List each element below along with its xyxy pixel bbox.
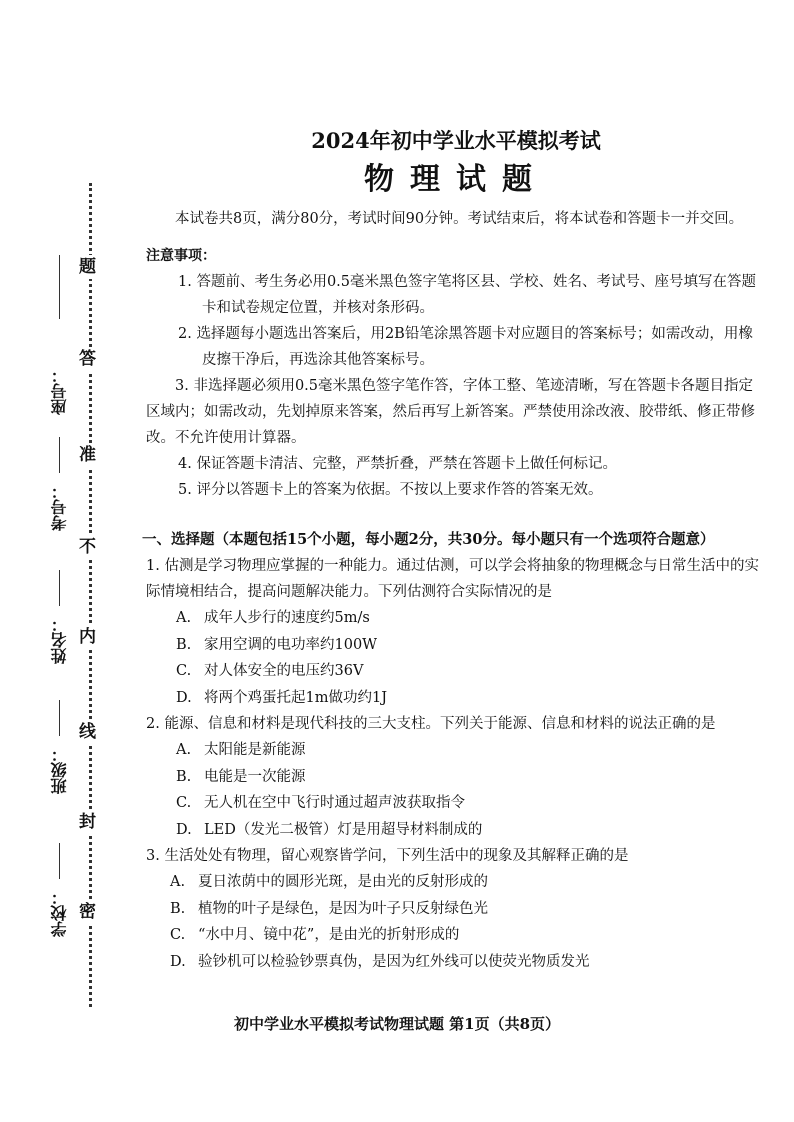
option-text: 成年人步行的速度约5m/s — [204, 610, 370, 626]
option-text: 无人机在空中飞行时通过超声波获取指令 — [204, 795, 465, 811]
option-letter: A. — [170, 874, 186, 890]
option-text: 将两个鸡蛋托起1m做功约1J — [204, 689, 388, 706]
option — [146, 949, 766, 976]
option — [146, 896, 766, 923]
notice-item: 4. 保证答题卡清洁、完整，严禁折叠，严禁在答题卡上做任何标记。 — [178, 456, 617, 472]
field-label: 考号： — [50, 483, 69, 531]
seat-number-field — [50, 255, 78, 415]
option — [146, 790, 766, 817]
option-letter: C. — [170, 927, 186, 943]
exam-intro: 本试卷共8页，满分80分，考试时间90分钟。考试结束后，将本试卷和答题卡一并交回。 — [175, 211, 744, 227]
notice-item: 1. 答题前、考生务必用0.5毫米黑色签字笔将区县、学校、姓名、考试号、座号填写在答题卡和试卷规定位置，并核对条形码。 — [178, 274, 756, 316]
seal-char: 准 — [79, 445, 96, 465]
question-stem: 3. 生活处处有物理，留心观察皆学问，下列生活中的现象及其解释正确的是 — [146, 848, 629, 864]
option-text: LED（发光二极管）灯是用超导材料制成的 — [204, 821, 483, 838]
option-text: 夏日浓荫中的圆形光斑，是由光的反射形成的 — [198, 874, 488, 890]
notice-item: 2. 选择题每小题选出答案后，用2B铅笔涂黑答题卡对应题目的答案标号；如需改动，用橡皮擦干净后，再选涂其他答案标号。 — [178, 326, 753, 368]
option — [146, 869, 766, 896]
section-heading: 一、选择题（本题包括15个小题，每小题2分，共30分。每小题只有一个选项符合题意） — [142, 531, 715, 548]
field-label: 学校： — [50, 889, 69, 937]
binding-margin — [50, 175, 120, 1015]
option-letter: B. — [176, 636, 192, 653]
option-text: 电能是一次能源 — [204, 768, 306, 785]
field-underline — [59, 700, 60, 736]
page-footer: 初中学业水平模拟考试物理试题 第1页（共8页） — [233, 1015, 561, 1033]
field-label: 座号： — [50, 367, 69, 415]
option-letter: C. — [176, 795, 192, 811]
class-field — [50, 700, 78, 794]
notice-item: 5. 评分以答题卡上的答案为依据。不按以上要求作答的答案无效。 — [178, 482, 603, 498]
seal-char: 不 — [79, 537, 96, 557]
option — [146, 737, 766, 764]
subject-title: 物理试题 — [364, 162, 548, 197]
name-field — [50, 570, 78, 664]
seal-char: 密 — [79, 902, 96, 922]
question-3 — [146, 843, 766, 975]
seal-char: 答 — [79, 349, 96, 369]
option-letter: A. — [176, 742, 192, 758]
option-text: 家用空调的电功率约100W — [204, 636, 378, 653]
option-letter: B. — [170, 900, 186, 917]
seal-char: 内 — [79, 627, 96, 647]
exam-number-field — [50, 437, 78, 531]
option — [146, 764, 766, 791]
notice-heading: 注意事项： — [146, 248, 216, 264]
exam-title: 2024年初中学业水平模拟考试 — [311, 128, 601, 153]
field-label: 姓名： — [50, 616, 69, 664]
question-2 — [146, 711, 766, 843]
field-underline — [59, 843, 60, 879]
option — [146, 685, 766, 712]
question-1 — [146, 553, 766, 711]
option-text: 验钞机可以检验钞票真伪，是因为红外线可以使荧光物质发光 — [198, 953, 590, 970]
option — [146, 605, 766, 632]
question-stem: 1. 估测是学习物理应掌握的一种能力。通过估测，可以学会将抽象的物理概念与日常生活中的实际情境相结合，提高问题解决能力。下列估测符合实际情况的是 — [146, 558, 759, 600]
field-label: 班级： — [50, 746, 69, 794]
option-letter: D. — [170, 953, 186, 970]
field-underline — [59, 570, 60, 606]
field-underline — [59, 255, 60, 319]
option-text: 对人体安全的电压约36V — [204, 663, 364, 679]
question-stem: 2. 能源、信息和材料是现代科技的三大支柱。下列关于能源、信息和材料的说法正确的是 — [146, 716, 716, 732]
option-text: “水中月、镜中花”，是由光的折射形成的 — [198, 927, 460, 943]
option-text: 太阳能是新能源 — [204, 742, 306, 758]
option — [146, 658, 766, 685]
option — [146, 817, 766, 844]
seal-dotted-line — [89, 183, 92, 1007]
option-text: 植物的叶子是绿色，是因为叶子只反射绿色光 — [198, 900, 488, 917]
option-letter: D. — [176, 821, 192, 838]
field-underline — [59, 437, 60, 473]
option-letter: A. — [176, 610, 192, 626]
seal-char: 线 — [79, 722, 96, 742]
seal-char: 题 — [79, 257, 96, 277]
notice-item: 3. 非选择题必须用0.5毫米黑色签字笔作答，字体工整、笔迹清晰，写在答题卡各题目指定区域内；如需改动，先划掉原来答案，然后再写上新答案。严禁使用涂改液、胶带纸、修正带修改。不允许使用计算器。 — [146, 378, 755, 446]
option-letter: C. — [176, 663, 192, 679]
option-letter: B. — [176, 768, 192, 785]
seal-char: 封 — [79, 812, 96, 832]
option — [146, 922, 766, 949]
exam-content — [142, 124, 766, 975]
option — [146, 632, 766, 659]
school-field — [50, 843, 78, 937]
option-letter: D. — [176, 689, 192, 706]
